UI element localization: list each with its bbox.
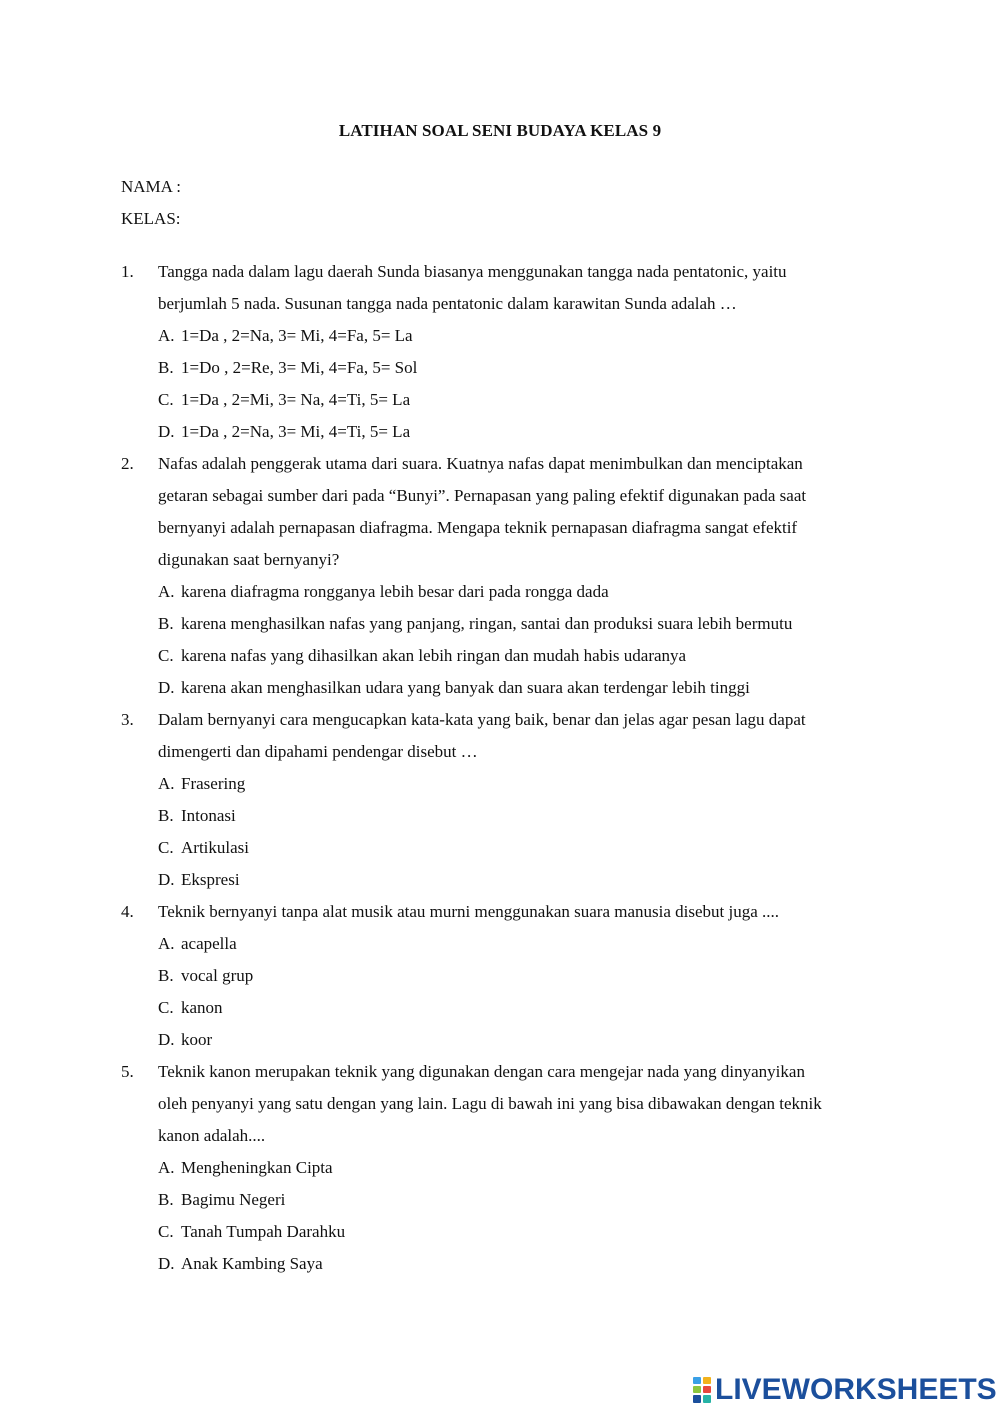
logo-icon-square <box>703 1386 711 1393</box>
option-letter: D. <box>158 1254 175 1273</box>
option-letter: C. <box>158 1222 174 1241</box>
option-letter: B. <box>158 614 174 633</box>
question-text: Nafas adalah penggerak utama dari suara. Kuatnya nafas dapat menimbulkan dan menciptakan <box>158 454 803 473</box>
option-text: Artikulasi <box>181 838 249 857</box>
question-list <box>121 256 891 1280</box>
option-letter: B. <box>158 1190 174 1209</box>
option-letter: D. <box>158 422 175 441</box>
option-text: kanon <box>181 998 223 1017</box>
question-number: 2. <box>121 454 134 473</box>
answer-option <box>121 1184 891 1216</box>
question-text: Dalam bernyanyi cara mengucapkan kata-kata yang baik, benar dan jelas agar pesan lagu dapat <box>158 710 806 729</box>
option-text: 1=Da , 2=Na, 3= Mi, 4=Ti, 5= La <box>181 422 411 441</box>
logo-icon-square <box>693 1395 701 1403</box>
option-text: karena nafas yang dihasilkan akan lebih ringan dan mudah habis udaranya <box>181 646 687 665</box>
option-letter: A. <box>158 326 175 345</box>
option-text: Anak Kambing Saya <box>181 1254 323 1273</box>
answer-option <box>121 576 891 608</box>
question-number: 1. <box>121 262 134 281</box>
option-text: karena menghasilkan nafas yang panjang, ringan, santai dan produksi suara lebih bermutu <box>181 614 793 633</box>
option-letter: C. <box>158 998 174 1017</box>
logo-icon-square <box>703 1395 711 1403</box>
logo-text: LIVEWORKSHEETS <box>715 1373 997 1406</box>
answer-option <box>121 1024 891 1056</box>
option-letter: B. <box>158 358 174 377</box>
option-letter: A. <box>158 582 175 601</box>
answer-option <box>121 800 891 832</box>
answer-option <box>121 864 891 896</box>
option-text: Bagimu Negeri <box>181 1190 286 1209</box>
liveworksheets-logo-icon <box>692 1376 712 1404</box>
option-text: Ekspresi <box>181 870 240 889</box>
option-letter: D. <box>158 1030 175 1049</box>
question-text: oleh penyanyi yang satu dengan yang lain. Lagu di bawah ini yang bisa dibawakan dengan teknik <box>158 1094 822 1113</box>
question-text: getaran sebagai sumber dari pada “Bunyi”. Pernapasan yang paling efektif digunakan pada saat <box>158 486 807 505</box>
question-text-line <box>121 288 891 320</box>
option-text: 1=Do , 2=Re, 3= Mi, 4=Fa, 5= Sol <box>181 358 418 377</box>
logo-icon-square <box>703 1377 711 1384</box>
answer-option <box>121 832 891 864</box>
question-text-line <box>121 896 891 928</box>
option-text: Mengheningkan Cipta <box>181 1158 333 1177</box>
answer-option <box>121 416 891 448</box>
answer-option <box>121 992 891 1024</box>
question-number: 3. <box>121 710 134 729</box>
option-text: 1=Da , 2=Na, 3= Mi, 4=Fa, 5= La <box>181 326 413 345</box>
option-text: karena diafragma rongganya lebih besar dari pada rongga dada <box>181 582 609 601</box>
option-text: karena akan menghasilkan udara yang banyak dan suara akan terdengar lebih tinggi <box>181 678 750 697</box>
question-text: digunakan saat bernyanyi? <box>158 550 340 569</box>
answer-option <box>121 1248 891 1280</box>
question-text-line <box>121 448 891 480</box>
option-text: koor <box>181 1030 213 1049</box>
option-letter: C. <box>158 646 174 665</box>
option-letter: C. <box>158 838 174 857</box>
question-number: 5. <box>121 1062 134 1081</box>
option-text: Frasering <box>181 774 246 793</box>
option-text: Intonasi <box>181 806 236 825</box>
option-text: vocal grup <box>181 966 254 985</box>
answer-option <box>121 768 891 800</box>
option-letter: A. <box>158 934 175 953</box>
name-field-label: NAMA : <box>121 177 181 196</box>
question-4 <box>121 896 891 1056</box>
option-letter: B. <box>158 806 174 825</box>
question-5 <box>121 1056 891 1280</box>
answer-option <box>121 352 891 384</box>
question-text: Teknik kanon merupakan teknik yang digunakan dengan cara mengejar nada yang dinyanyikan <box>158 1062 805 1081</box>
answer-option <box>121 672 891 704</box>
question-text-line <box>121 736 891 768</box>
option-letter: D. <box>158 870 175 889</box>
question-text: Teknik bernyanyi tanpa alat musik atau murni menggunakan suara manusia disebut juga .... <box>158 902 780 921</box>
answer-option <box>121 928 891 960</box>
question-text-line <box>121 544 891 576</box>
option-letter: C. <box>158 390 174 409</box>
option-letter: A. <box>158 1158 175 1177</box>
question-text: Tangga nada dalam lagu daerah Sunda biasanya menggunakan tangga nada pentatonic, yaitu <box>158 262 787 281</box>
question-text: berjumlah 5 nada. Susunan tangga nada pentatonic dalam karawitan Sunda adalah … <box>158 294 737 313</box>
answer-option <box>121 1216 891 1248</box>
question-text-line <box>121 480 891 512</box>
question-text: bernyanyi adalah pernapasan diafragma. Mengapa teknik pernapasan diafragma sangat efektif <box>158 518 798 537</box>
question-text-line <box>121 1120 891 1152</box>
question-text-line <box>121 256 891 288</box>
answer-option <box>121 960 891 992</box>
question-text-line <box>121 1088 891 1120</box>
question-text-line <box>121 512 891 544</box>
question-2 <box>121 448 891 704</box>
liveworksheets-logo <box>692 1374 997 1406</box>
option-text: 1=Da , 2=Mi, 3= Na, 4=Ti, 5= La <box>181 390 411 409</box>
answer-option <box>121 608 891 640</box>
question-1 <box>121 256 891 448</box>
question-text-line <box>121 704 891 736</box>
option-letter: A. <box>158 774 175 793</box>
question-number: 4. <box>121 902 134 921</box>
option-letter: B. <box>158 966 174 985</box>
worksheet-title: LATIHAN SOAL SENI BUDAYA KELAS 9 <box>338 121 662 140</box>
logo-icon-square <box>693 1377 701 1384</box>
logo-icon-square <box>693 1386 701 1393</box>
option-text: Tanah Tumpah Darahku <box>181 1222 346 1241</box>
option-text: acapella <box>181 934 237 953</box>
question-text-line <box>121 1056 891 1088</box>
question-3 <box>121 704 891 896</box>
answer-option <box>121 320 891 352</box>
question-text: dimengerti dan dipahami pendengar disebut … <box>158 742 478 761</box>
answer-option <box>121 384 891 416</box>
option-letter: D. <box>158 678 175 697</box>
class-field-label: KELAS: <box>121 209 181 228</box>
answer-option <box>121 640 891 672</box>
answer-option <box>121 1152 891 1184</box>
question-text: kanon adalah.... <box>158 1126 266 1145</box>
